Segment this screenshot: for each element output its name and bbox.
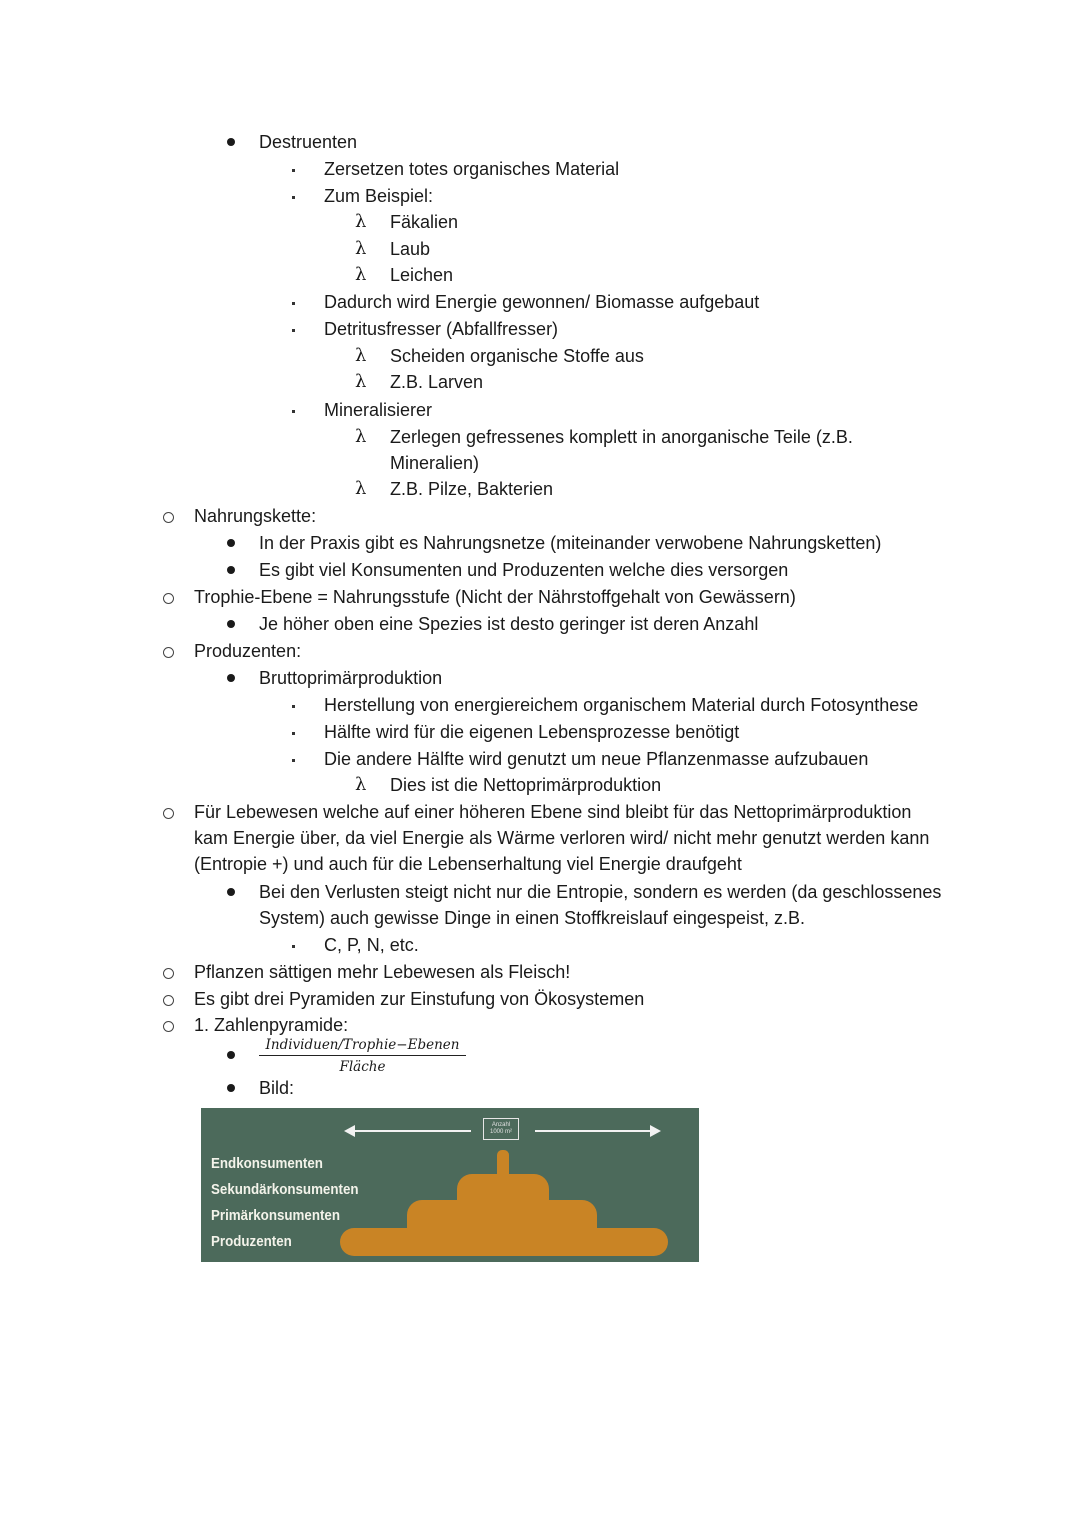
lambda-marker: λ — [355, 426, 367, 447]
list-item — [0, 209, 1080, 236]
bullet-marker — [227, 674, 235, 682]
bullet-marker — [227, 138, 235, 146]
formula-denominator: Fläche — [339, 1059, 386, 1075]
circle-marker — [163, 1021, 174, 1032]
verluste-line: Bei den Verlusten steigt nicht nur die Entropie, sondern es werden (da geschlossenes — [259, 882, 942, 902]
list-item — [0, 397, 1080, 424]
unit-box — [483, 1118, 519, 1140]
zahlenpyramide-row — [0, 1012, 1080, 1039]
label-endkonsumenten: Endkonsumenten — [211, 1156, 323, 1172]
nahrungskette-item: In der Praxis gibt es Nahrungsnetze (miteinander verwobene Nahrungsketten) — [259, 533, 882, 553]
list-item — [0, 424, 1080, 451]
lebewesen-row — [0, 799, 1080, 826]
arrow-right-line — [535, 1130, 651, 1132]
list-item-continuation — [0, 905, 1080, 932]
trophie-title: Trophie-Ebene = Nahrungsstufe (Nicht der Nährstoffgehalt von Gewässern) — [194, 587, 796, 607]
bullet-marker — [227, 620, 235, 628]
list-item — [0, 719, 1080, 746]
destruenten-beispiel: Zum Beispiel: — [324, 186, 434, 206]
dot-marker — [292, 705, 295, 708]
arrow-right-icon — [650, 1125, 661, 1137]
lambda-marker: λ — [355, 478, 367, 499]
netto-item: Dies ist die Nettoprimärproduktion — [390, 775, 662, 795]
paragraph-continuation — [0, 825, 1080, 852]
mineral-item: Z.B. Pilze, Bakterien — [390, 479, 554, 499]
list-item — [0, 289, 1080, 316]
lambda-marker: λ — [355, 238, 367, 259]
lebewesen-line: (Entropie +) und auch für die Lebenserhaltung viel Energie draufgeht — [194, 854, 742, 874]
list-item — [0, 879, 1080, 906]
lambda-marker: λ — [355, 264, 367, 285]
nahrungskette-title: Nahrungskette: — [194, 506, 317, 526]
zahlenpyramide-title: 1. Zahlenpyramide: — [194, 1015, 349, 1035]
dot-marker — [292, 410, 295, 413]
beispiel-item: Fäkalien — [390, 212, 459, 232]
list-item — [0, 932, 1080, 959]
produzenten-row — [0, 638, 1080, 665]
circle-marker — [163, 512, 174, 523]
pyramid-level-produzenten — [340, 1228, 668, 1256]
dot-marker — [292, 732, 295, 735]
beispiel-item: Leichen — [390, 265, 454, 285]
list-item — [0, 156, 1080, 183]
list-item — [0, 692, 1080, 719]
dot-marker — [292, 169, 295, 172]
list-item — [0, 772, 1080, 799]
pyramiden-text: Es gibt drei Pyramiden zur Einstufung von Ökosystemen — [194, 989, 645, 1009]
detritus-item: Scheiden organische Stoffe aus — [390, 346, 644, 366]
detritus-item: Z.B. Larven — [390, 372, 484, 392]
list-item — [0, 746, 1080, 773]
list-item — [0, 665, 1080, 692]
list-item — [0, 316, 1080, 343]
formula-fraction — [259, 1037, 466, 1075]
produzenten-item: Hälfte wird für die eigenen Lebensprozesse benötigt — [324, 722, 740, 742]
lambda-marker: λ — [355, 371, 367, 392]
number-pyramid-figure — [201, 1108, 699, 1262]
nahrungskette-row — [0, 503, 1080, 530]
label-sekundaerkonsumenten: Sekundärkonsumenten — [211, 1182, 359, 1198]
produzenten-item: Die andere Hälfte wird genutzt um neue Pflanzenmasse aufzubauen — [324, 749, 869, 769]
lambda-marker: λ — [355, 774, 367, 795]
bullet-marker — [227, 888, 235, 896]
bild-row — [0, 1075, 1080, 1102]
dot-marker — [292, 329, 295, 332]
list-item — [0, 343, 1080, 370]
bullet-marker — [227, 566, 235, 574]
produzenten-item: Herstellung von energiereichem organischem Material durch Fotosynthese — [324, 695, 919, 715]
lambda-marker: λ — [355, 211, 367, 232]
produzenten-title: Produzenten: — [194, 641, 302, 661]
mineral-item-continued: Mineralien) — [390, 453, 480, 473]
bild-label: Bild: — [259, 1078, 295, 1098]
list-item-continuation — [0, 450, 1080, 477]
destruenten-energie: Dadurch wird Energie gewonnen/ Biomasse aufgebaut — [324, 292, 760, 312]
pflanzen-row — [0, 959, 1080, 986]
circle-marker — [163, 968, 174, 979]
mineral-item: Zerlegen gefressenes komplett in anorganische Teile (z.B. — [390, 427, 853, 447]
lambda-marker: λ — [355, 345, 367, 366]
pflanzen-text: Pflanzen sättigen mehr Lebewesen als Fleisch! — [194, 962, 571, 982]
list-item — [0, 557, 1080, 584]
brutto-title: Bruttoprimärproduktion — [259, 668, 443, 688]
beispiel-item: Laub — [390, 239, 431, 259]
verluste-line: System) auch gewisse Dinge in einen Stoffkreislauf eingespeist, z.B. — [259, 908, 805, 928]
list-item — [0, 369, 1080, 396]
bullet-marker — [227, 1084, 235, 1092]
arrow-left-line — [353, 1130, 471, 1132]
bullet-marker — [227, 539, 235, 547]
list-item — [0, 611, 1080, 638]
paragraph-continuation — [0, 851, 1080, 878]
formula-numerator: Individuen/Trophie−Ebenen — [259, 1037, 466, 1056]
nahrungskette-item: Es gibt viel Konsumenten und Produzenten welche dies versorgen — [259, 560, 789, 580]
trophie-row — [0, 584, 1080, 611]
dot-marker — [292, 302, 295, 305]
list-item — [0, 476, 1080, 503]
list-item — [0, 236, 1080, 263]
trophie-item: Je höher oben eine Spezies ist desto geringer ist deren Anzahl — [259, 614, 759, 634]
list-item — [0, 530, 1080, 557]
bullet-marker — [227, 1051, 235, 1059]
dot-marker — [292, 759, 295, 762]
lebewesen-line: Für Lebewesen welche auf einer höheren Ebene sind bleibt für das Nettoprimärproduktion — [194, 802, 912, 822]
arrow-left-icon — [344, 1125, 355, 1137]
dot-marker — [292, 196, 295, 199]
formula-bullet-row — [0, 1042, 1080, 1069]
circle-marker — [163, 647, 174, 658]
destruenten-detritus: Detritusfresser (Abfallfresser) — [324, 319, 559, 339]
circle-marker — [163, 593, 174, 604]
pyramid-level-primaerkonsumenten — [407, 1200, 597, 1230]
circle-marker — [163, 995, 174, 1006]
unit-numerator: Anzahl — [491, 1122, 511, 1128]
destruenten-mineral: Mineralisierer — [324, 400, 433, 420]
destruenten-heading-row — [0, 129, 1080, 156]
lebewesen-line: kam Energie über, da viel Energie als Wärme verloren wird/ nicht mehr genutzt werden kann — [194, 828, 930, 848]
stoffe-item: C, P, N, etc. — [324, 935, 419, 955]
label-produzenten: Produzenten — [211, 1234, 292, 1250]
dot-marker — [292, 945, 295, 948]
pyramiden-row — [0, 986, 1080, 1013]
unit-denominator: 1000 m² — [489, 1129, 512, 1135]
list-item — [0, 262, 1080, 289]
list-item — [0, 183, 1080, 210]
destruenten-zersetzen: Zersetzen totes organisches Material — [324, 159, 620, 179]
circle-marker — [163, 808, 174, 819]
destruenten-title: Destruenten — [259, 132, 358, 152]
label-primaerkonsumenten: Primärkonsumenten — [211, 1208, 341, 1224]
